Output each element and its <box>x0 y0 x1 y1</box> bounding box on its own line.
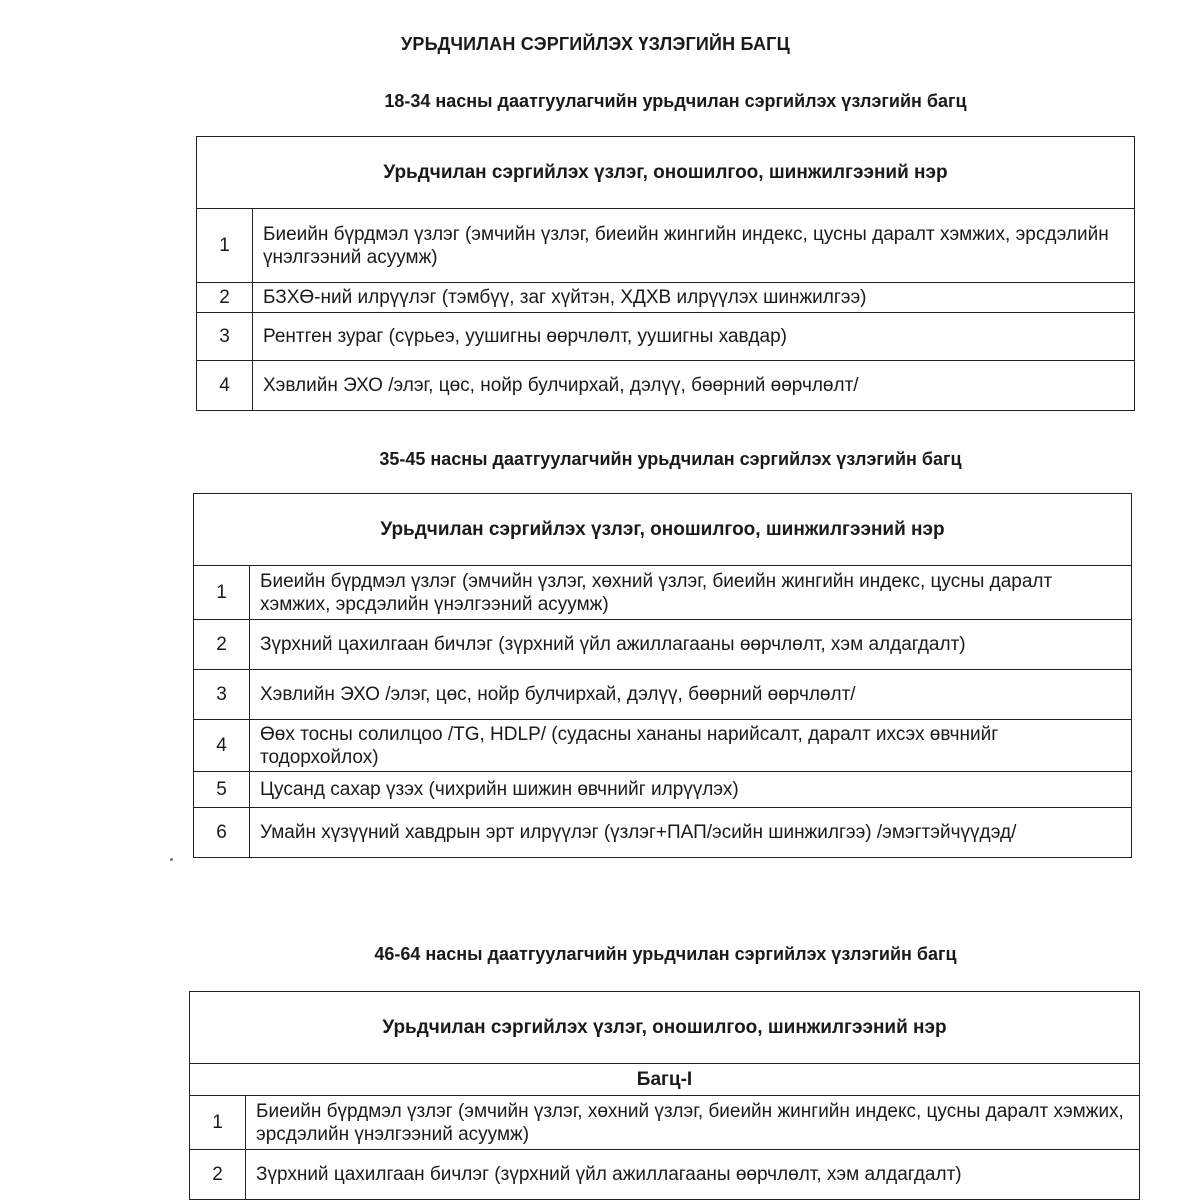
table-row <box>197 209 1135 283</box>
row-text: Зүрхний цахилгаан бичлэг (зүрхний үйл ажиллагааны өөрчлөлт, хэм алдагдалт) <box>246 1150 1140 1200</box>
table-18-34 <box>196 136 1135 411</box>
table-row <box>197 361 1135 411</box>
row-text: Рентген зураг (сүрьеэ, уушигны өөрчлөлт, уушигны хавдар) <box>253 313 1135 361</box>
table-row <box>194 772 1132 808</box>
table-header: Урьдчилан сэргийлэх үзлэг, оношилгоо, шинжилгээний нэр <box>194 494 1132 566</box>
table-header: Урьдчилан сэргийлэх үзлэг, оношилгоо, шинжилгээний нэр <box>197 137 1135 209</box>
row-text: Биеийн бүрдмэл үзлэг (эмчийн үзлэг, хөхний үзлэг, биеийн жингийн индекс, цусны даралт хэмжих, эрсдэлийн үнэлгээний асуумж) <box>246 1096 1140 1150</box>
row-text: Цусанд сахар үзэх (чихрийн шижин өвчнийг илрүүлэх) <box>250 772 1132 808</box>
row-number: 2 <box>190 1150 246 1200</box>
row-text: БЗХӨ-ний илрүүлэг (тэмбүү, заг хүйтэн, ХДХВ илрүүлэх шинжилгээ) <box>253 283 1135 313</box>
table-row <box>194 808 1132 858</box>
row-text: Хэвлийн ЭХО /элэг, цөс, нойр булчирхай, дэлүү, бөөрний өөрчлөлт/ <box>253 361 1135 411</box>
row-text: Зүрхний цахилгаан бичлэг (зүрхний үйл ажиллагааны өөрчлөлт, хэм алдагдалт) <box>250 620 1132 670</box>
table-35-45 <box>193 493 1132 858</box>
scan-speck <box>170 858 173 861</box>
row-text: Умайн хүзүүний хавдрын эрт илрүүлэг (үзлэг+ПАП/эсийн шинжилгээ) /эмэгтэйчүүдэд/ <box>250 808 1132 858</box>
section-title-18-34: 18-34 насны даатгуулагчийн урьдчилан сэргийлэх үзлэгийн багц <box>384 91 967 111</box>
row-text: Өөх тосны солилцоо /TG, HDLP/ (судасны хананы нарийсалт, даралт ихсэх өвчнийг тодорхойлох) <box>250 720 1132 772</box>
table-row <box>190 1096 1140 1150</box>
row-text: Биеийн бүрдмэл үзлэг (эмчийн үзлэг, биеийн жингийн индекс, цусны даралт хэмжих, эрсдэлийн үнэлгээний асуумж) <box>253 209 1135 283</box>
row-number: 1 <box>194 566 250 620</box>
table-row <box>190 1150 1140 1200</box>
row-number: 3 <box>194 670 250 720</box>
row-number: 4 <box>197 361 253 411</box>
table-row <box>197 283 1135 313</box>
table-row <box>194 720 1132 772</box>
section-title-35-45: 35-45 насны даатгуулагчийн урьдчилан сэргийлэх үзлэгийн багц <box>379 449 962 469</box>
row-number: 6 <box>194 808 250 858</box>
document-title: УРЬДЧИЛАН СЭРГИЙЛЭХ ҮЗЛЭГИЙН БАГЦ <box>401 34 790 54</box>
table-header: Урьдчилан сэргийлэх үзлэг, оношилгоо, шинжилгээний нэр <box>190 992 1140 1064</box>
section-title-46-64: 46-64 насны даатгуулагчийн урьдчилан сэргийлэх үзлэгийн багц <box>374 944 957 964</box>
table-46-64 <box>189 991 1140 1200</box>
row-text: Хэвлийн ЭХО /элэг, цөс, нойр булчирхай, дэлүү, бөөрний өөрчлөлт/ <box>250 670 1132 720</box>
table-row <box>194 566 1132 620</box>
row-number: 2 <box>197 283 253 313</box>
table-subheader: Багц-I <box>190 1064 1140 1096</box>
row-number: 1 <box>197 209 253 283</box>
row-number: 5 <box>194 772 250 808</box>
row-number: 1 <box>190 1096 246 1150</box>
row-number: 2 <box>194 620 250 670</box>
row-number: 3 <box>197 313 253 361</box>
row-number: 4 <box>194 720 250 772</box>
table-row <box>194 670 1132 720</box>
row-text: Биеийн бүрдмэл үзлэг (эмчийн үзлэг, хөхний үзлэг, биеийн жингийн индекс, цусны даралт хэмжих, эрсдэлийн үнэлгээний асуумж) <box>250 566 1132 620</box>
table-row <box>197 313 1135 361</box>
table-row <box>194 620 1132 670</box>
